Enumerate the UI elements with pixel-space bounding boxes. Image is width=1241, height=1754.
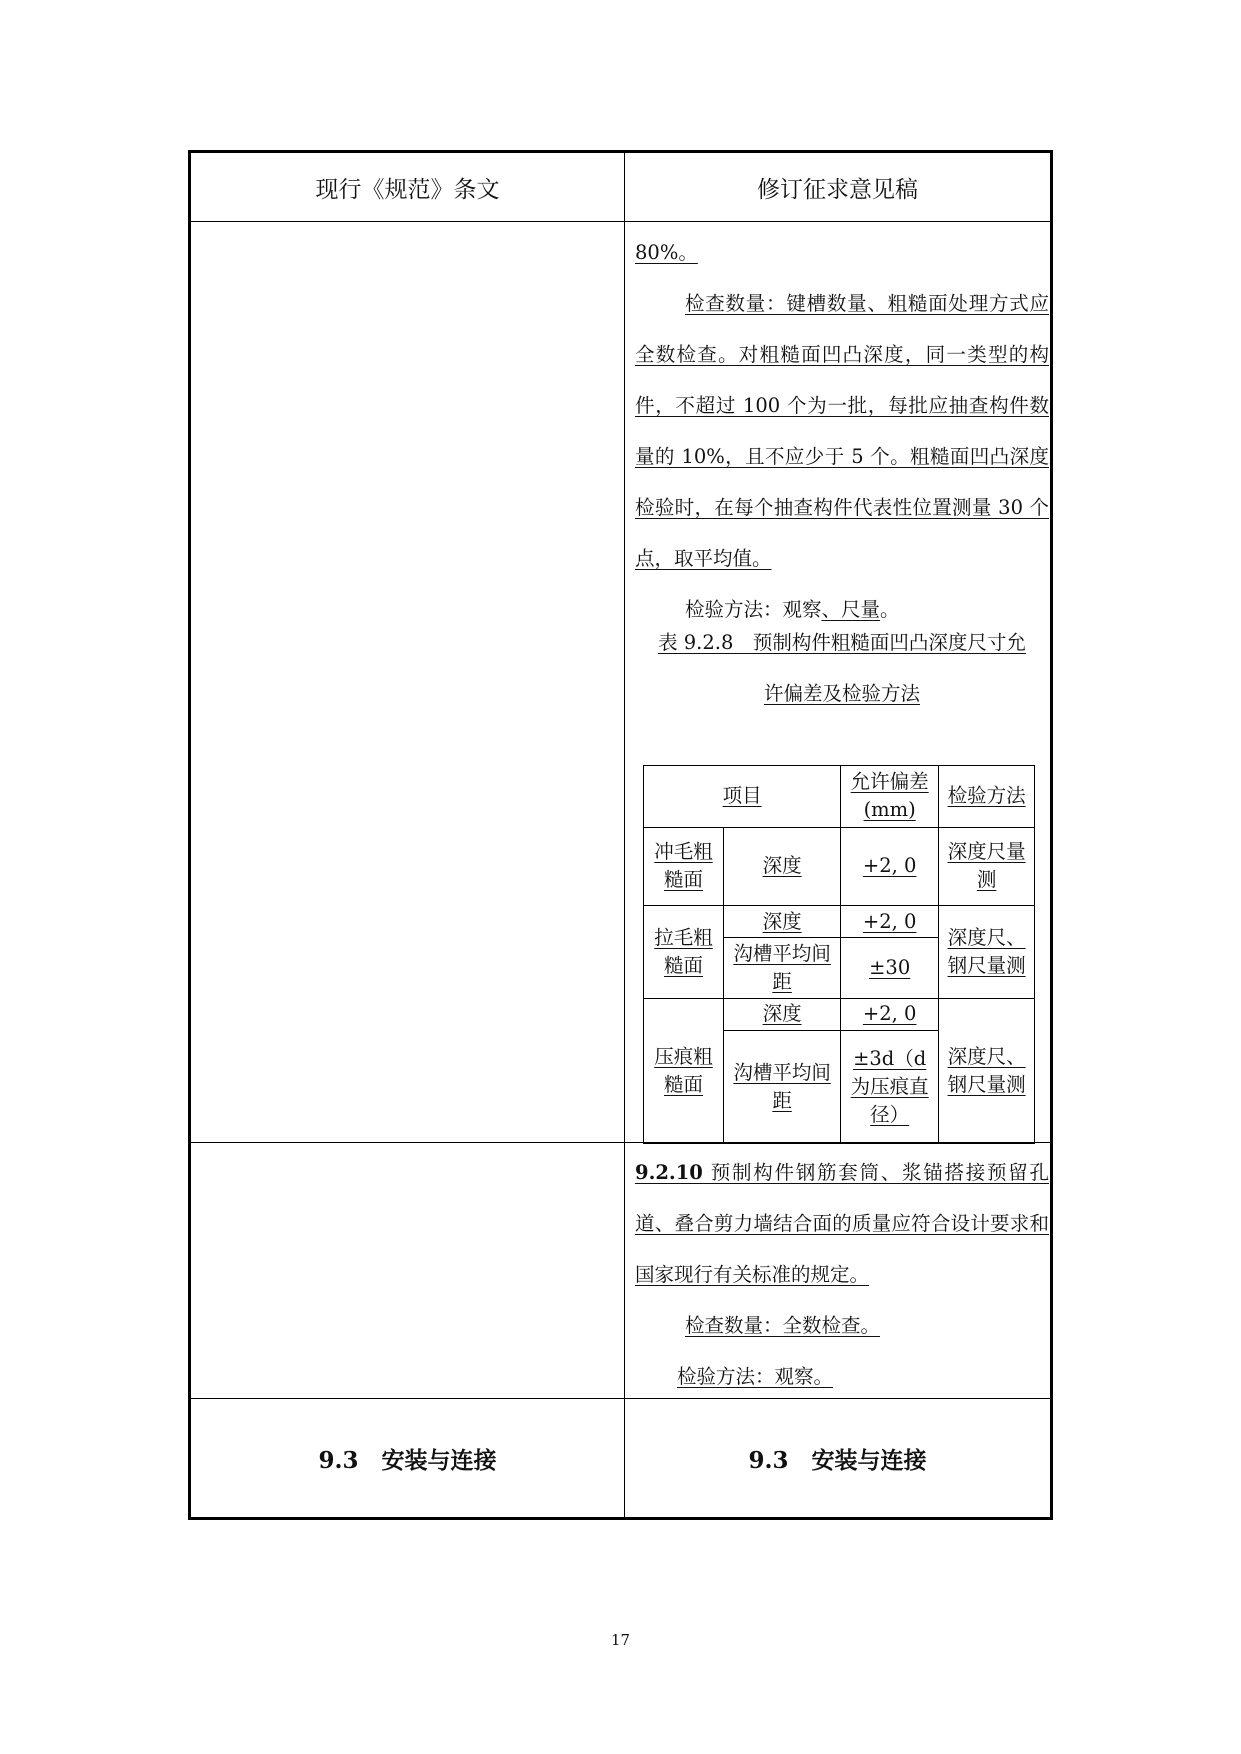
cell-tolerance: +2, 0 <box>841 999 939 1030</box>
cell-item: 沟槽平均间距 <box>723 1030 840 1143</box>
cell-method: 深度尺量测 <box>939 827 1035 906</box>
column-divider <box>624 153 625 1517</box>
table-row <box>644 906 1035 937</box>
table-row <box>644 827 1035 906</box>
check-quantity-text: 检查数量：键槽数量、粗糙面处理方式应全数检查。对粗糙面凹凸深度，同一类型的构件，不超过 100 个为一批，每批应抽查构件数量的 10%，且不应少于 5 个。粗糙面凹凸深度检验时，在每个抽查构件代表性位置测量 30 个点，取平均值。 <box>635 292 1049 570</box>
cell-item: 深度 <box>723 906 840 937</box>
page-number: 17 <box>610 1631 631 1649</box>
cell-group: 冲毛粗糙面 <box>644 827 724 906</box>
cell-item: 深度 <box>723 827 840 906</box>
text-line: 80%。 <box>635 241 698 264</box>
header-current-code: 现行《规范》条文 <box>315 176 500 203</box>
table-header-row <box>644 766 1035 828</box>
col-header-item: 项目 <box>644 766 841 828</box>
clause-text-block <box>635 227 1049 635</box>
cell-item: 深度 <box>723 999 840 1030</box>
cell-group: 压痕粗糙面 <box>644 999 724 1144</box>
clause-9-2-10 <box>635 1147 1049 1402</box>
table-row <box>644 999 1035 1030</box>
comparison-table <box>188 150 1053 1520</box>
section-heading-right: 9.3 安装与连接 <box>748 1446 927 1474</box>
cell-tolerance: +2, 0 <box>841 906 939 937</box>
check-method-text: 检验方法：观察。 <box>677 1365 834 1388</box>
table-caption: 表 9.2.8 预制构件粗糙面凹凸深度尺寸允 许偏差及检验方法 <box>658 631 1026 705</box>
cell-group: 拉毛粗糙面 <box>644 906 724 999</box>
header-revision-draft: 修订征求意见稿 <box>757 176 918 203</box>
check-quantity-text: 检查数量：全数检查。 <box>685 1314 881 1337</box>
header-divider <box>191 221 1050 222</box>
tolerance-table <box>643 765 1035 1144</box>
clause-text: 9.2.10 预制构件钢筋套筒、浆锚搭接预留孔道、叠合剪力墙结合面的质量应符合设计要求和国家现行有关标准的规定。 <box>635 1161 1049 1286</box>
cell-tolerance: +2, 0 <box>841 827 939 906</box>
cell-tolerance: ±3d（d 为压痕直径） <box>841 1030 939 1143</box>
check-method-text: 检验方法：观察、尺量。 <box>685 598 900 621</box>
section-heading-left: 9.3 安装与连接 <box>318 1446 497 1474</box>
cell-tolerance: ±30 <box>841 937 939 999</box>
col-header-tolerance: 允许偏差(mm) <box>841 766 939 828</box>
col-header-method: 检验方法 <box>939 766 1035 828</box>
cell-method: 深度尺、钢尺量测 <box>939 906 1035 999</box>
cell-method: 深度尺、钢尺量测 <box>939 999 1035 1144</box>
cell-item: 沟槽平均间距 <box>723 937 840 999</box>
